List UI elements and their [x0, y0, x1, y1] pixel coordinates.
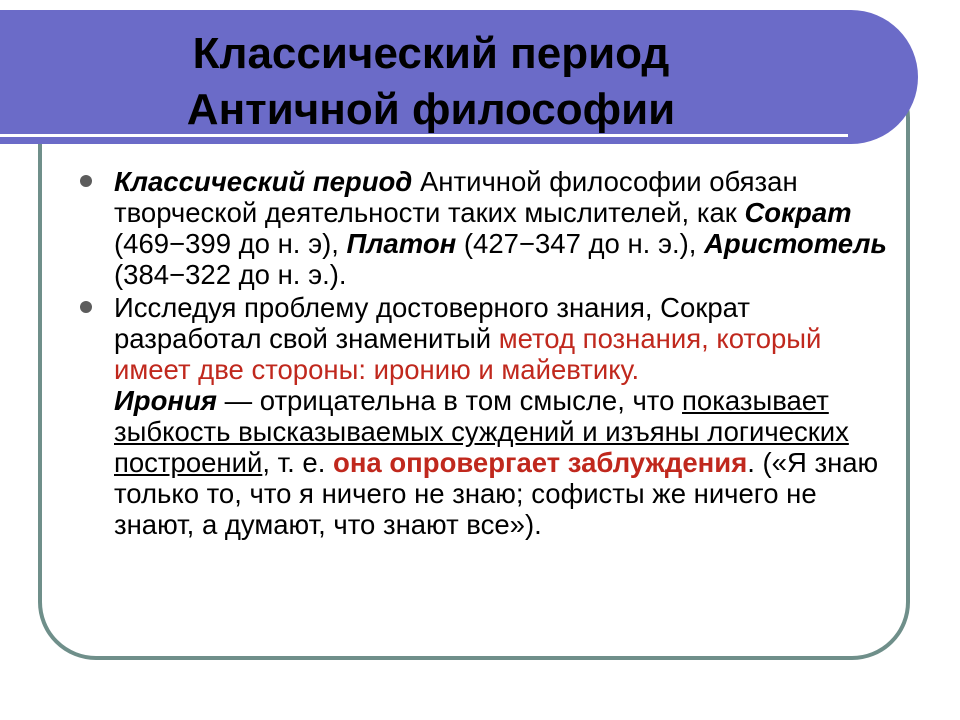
term-irony: Ирония	[114, 385, 217, 416]
title-line-2: Античной философии	[186, 85, 676, 134]
name-socrates: Сократ	[744, 197, 852, 228]
name-aristotle: Аристотель	[704, 228, 887, 259]
highlight-refutes: она опровергает заблуждения	[333, 447, 748, 478]
text-segment: (427−347 до н. э.),	[456, 228, 705, 259]
term-classical-period: Классический период	[114, 166, 413, 197]
title-line-1: Классический период	[192, 29, 670, 78]
title-bar	[0, 10, 918, 144]
text-segment: (469−399 до н. э),	[114, 228, 347, 259]
text-segment: . («Я знаю только то, что я ничего не знаю; софисты же ничего не знают, а думают, что знают все»).	[114, 447, 879, 540]
bullet-item-1	[72, 166, 887, 290]
bullet-item-2	[72, 292, 887, 540]
underlined-phrase: показывает зыбкость высказываемых суждений и изъяны логических построений	[114, 385, 849, 478]
text-segment: Исследуя проблему достоверного знания, Сократ разработал свой знаменитый	[114, 292, 750, 354]
slide-title	[0, 26, 862, 138]
title-underline	[0, 134, 848, 137]
highlight-method: метод познания, который имеет две стороны: иронию и майевтику.	[114, 323, 822, 385]
text-segment: Античной философии обязан творческой деятельности таких мыслителей, как	[114, 166, 798, 228]
bullet-dot-icon	[80, 301, 92, 313]
text-segment: (384−322 до н. э.).	[114, 259, 347, 290]
bullet-dot-icon	[80, 175, 92, 187]
text-segment: — отрицательна в том смысле, что	[216, 385, 683, 416]
slide-content	[72, 166, 887, 542]
name-plato: Платон	[346, 228, 457, 259]
text-segment: , т. е.	[262, 447, 334, 478]
